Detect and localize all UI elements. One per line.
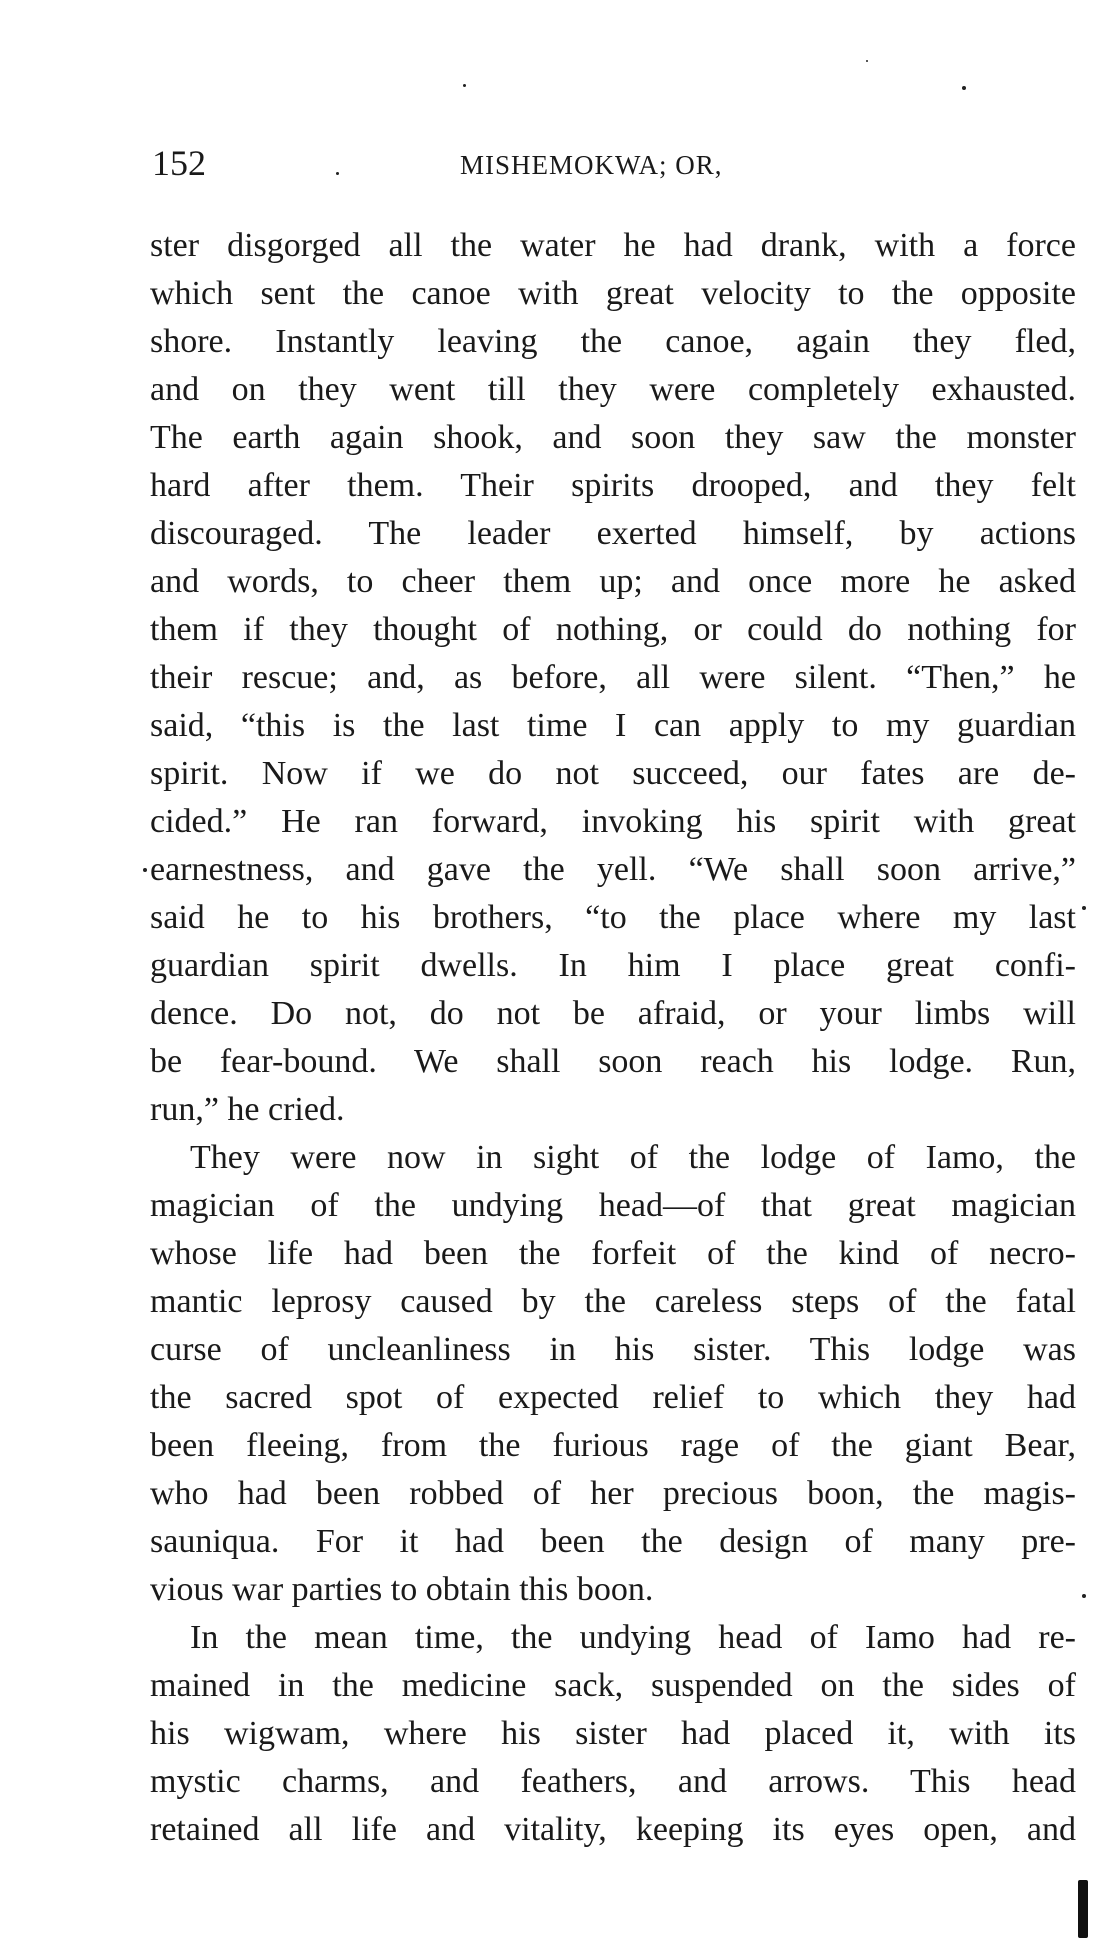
text-line: discouraged. The leader exerted himself, by actions <box>150 515 1076 552</box>
text-line: dence. Do not, do not be afraid, or your limbs will <box>150 995 1076 1032</box>
text-line: said, “this is the last time I can apply to my guardian <box>150 707 1076 744</box>
paragraph-end-line: run,” he cried. <box>150 1091 345 1128</box>
italic-term-line: sauniqua. For it had been the design of many pre- <box>150 1523 1076 1560</box>
text-line: said he to his brothers, “to the place where my last <box>150 899 1076 936</box>
text-line: and on they went till they were completely exhausted. <box>150 371 1076 408</box>
text-line: his wigwam, where his sister had placed it, with its <box>150 1715 1076 1752</box>
body-text <box>150 222 1076 1854</box>
text-line: magician of the undying head—of that great magician <box>150 1187 1076 1224</box>
text-line: ster disgorged all the water he had drank, with a force <box>150 227 1076 264</box>
text-line: hard after them. Their spirits drooped, and they felt <box>150 467 1076 504</box>
print-speck <box>1082 906 1086 910</box>
running-title: MISHEMOKWA; OR, <box>460 150 723 180</box>
text-line: and words, to cheer them up; and once more he asked <box>150 563 1076 600</box>
text-line: shore. Instantly leaving the canoe, again they fled, <box>150 323 1076 360</box>
text-line: spirit. Now if we do not succeed, our fates are de- <box>150 755 1076 792</box>
page-number: 152 <box>152 143 206 183</box>
text-line: curse of uncleanliness in his sister. This lodge was <box>150 1331 1076 1368</box>
text-line: retained all life and vitality, keeping its eyes open, and <box>150 1811 1076 1848</box>
text-line: been fleeing, from the furious rage of the giant Bear, <box>150 1427 1076 1464</box>
text-line: The earth again shook, and soon they saw the monster <box>150 419 1076 456</box>
print-speck <box>866 60 868 62</box>
print-speck <box>962 86 966 90</box>
page-edge-mark <box>1078 1880 1088 1938</box>
paragraph-start-line: They were now in sight of the lodge of Iamo, the <box>190 1139 1076 1176</box>
print-speck <box>1082 1594 1086 1598</box>
text-line: be fear-bound. We shall soon reach his lodge. Run, <box>150 1043 1076 1080</box>
text-line: earnestness, and gave the yell. “We shall soon arrive,” <box>150 851 1076 888</box>
italic-term-line: who had been robbed of her precious boon, the magis- <box>150 1475 1076 1512</box>
text-line: them if they thought of nothing, or could do nothing for <box>150 611 1076 648</box>
running-head <box>152 138 1072 188</box>
paragraph-end-line: vious war parties to obtain this boon. <box>150 1571 654 1608</box>
text-line: whose life had been the forfeit of the kind of necro- <box>150 1235 1076 1272</box>
text-line: guardian spirit dwells. In him I place great confi- <box>150 947 1076 984</box>
print-speck <box>463 84 466 87</box>
text-line: mained in the medicine sack, suspended on the sides of <box>150 1667 1076 1704</box>
paragraph-start-line: In the mean time, the undying head of Iamo had re- <box>190 1619 1076 1656</box>
text-line: mystic charms, and feathers, and arrows. This head <box>150 1763 1076 1800</box>
text-line: which sent the canoe with great velocity to the opposite <box>150 275 1076 312</box>
print-speck <box>143 868 147 872</box>
text-line: cided.” He ran forward, invoking his spirit with great <box>150 803 1076 840</box>
text-line: their rescue; and, as before, all were silent. “Then,” he <box>150 659 1076 696</box>
text-line: mantic leprosy caused by the careless steps of the fatal <box>150 1283 1076 1320</box>
text-line: the sacred spot of expected relief to which they had <box>150 1379 1076 1416</box>
